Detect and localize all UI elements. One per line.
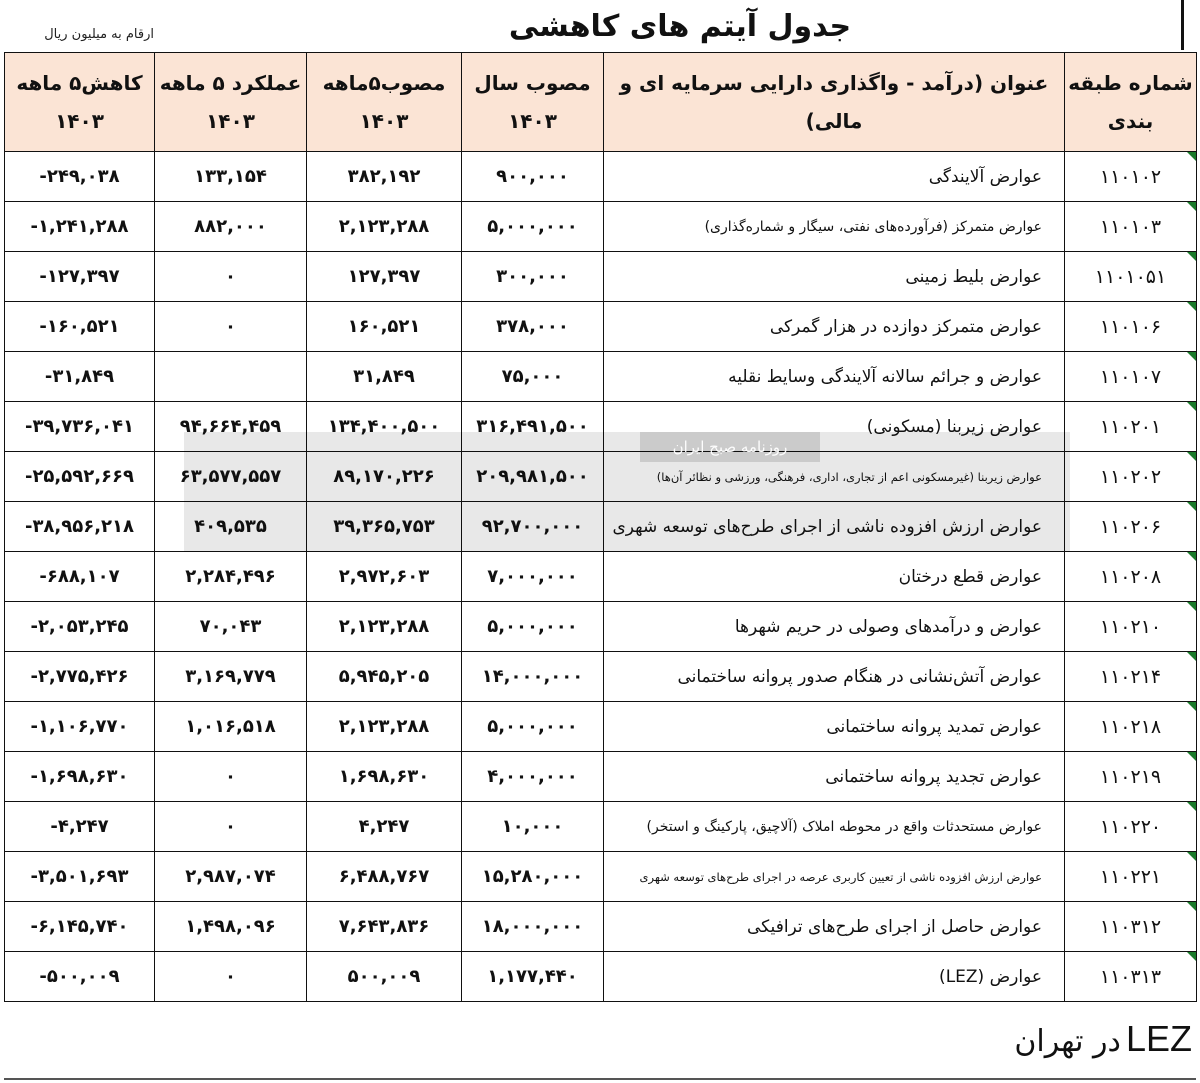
cell-code bbox=[1065, 402, 1197, 452]
cell-title bbox=[604, 552, 1065, 602]
comment-marker-icon bbox=[1187, 452, 1196, 461]
cell-approved-5m bbox=[307, 952, 462, 1002]
cell-approved-5m bbox=[307, 652, 462, 702]
cell-approved-5m bbox=[307, 802, 462, 852]
cell-actual-5m bbox=[155, 552, 307, 602]
cell-approved-5m bbox=[307, 752, 462, 802]
cell-code bbox=[1065, 852, 1197, 902]
cell-code-text: ۱۱۰۲۰۱ bbox=[1099, 415, 1162, 438]
cell-decrease-5m-text: -۶۸۸,۱۰۷ bbox=[39, 566, 120, 587]
cell-decrease-5m bbox=[5, 902, 155, 952]
cell-code bbox=[1065, 452, 1197, 502]
cell-approved-year-text: ۹۲,۷۰۰,۰۰۰ bbox=[481, 516, 584, 537]
header-actual-5m: عملکرد ۵ ماهه ۱۴۰۳ bbox=[155, 53, 307, 152]
cell-title-text: عوارض حاصل از اجرای طرح‌های ترافیکی bbox=[747, 916, 1042, 937]
cell-code-text: ۱۱۰۲۱۸ bbox=[1099, 715, 1162, 738]
cell-approved-year-text: ۹۰۰,۰۰۰ bbox=[496, 166, 569, 187]
cell-decrease-5m-text: -۱,۱۰۶,۷۷۰ bbox=[30, 716, 129, 737]
cell-title-text: عوارض قطع درختان bbox=[898, 566, 1042, 587]
cell-code-text: ۱۱۰۱۰۳ bbox=[1099, 215, 1162, 238]
cell-actual-5m bbox=[155, 602, 307, 652]
cell-title-text: عوارض آلایندگی bbox=[928, 166, 1042, 187]
cell-decrease-5m bbox=[5, 702, 155, 752]
cell-decrease-5m-text: -۲,۰۵۳,۲۴۵ bbox=[30, 616, 129, 637]
table-row bbox=[5, 952, 1197, 1002]
cell-title bbox=[604, 502, 1065, 552]
cell-approved-5m bbox=[307, 902, 462, 952]
table-row bbox=[5, 652, 1197, 702]
cell-title-text: عوارض تمدید پروانه ساختمانی bbox=[826, 716, 1042, 737]
cell-decrease-5m bbox=[5, 402, 155, 452]
cell-actual-5m-text: ۷۰,۰۴۳ bbox=[199, 616, 262, 637]
cell-title bbox=[604, 602, 1065, 652]
cell-approved-year-text: ۳۰۰,۰۰۰ bbox=[496, 266, 569, 287]
footer-divider bbox=[4, 1078, 1196, 1080]
cell-decrease-5m bbox=[5, 602, 155, 652]
footer-caption bbox=[900, 1018, 1192, 1072]
cell-title-text: عوارض و درآمدهای وصولی در حریم شهرها bbox=[734, 616, 1042, 637]
header-code: شماره طبقه بندی bbox=[1065, 53, 1197, 152]
cell-approved-year-text: ۳۱۶,۴۹۱,۵۰۰ bbox=[476, 416, 589, 437]
comment-marker-icon bbox=[1187, 652, 1196, 661]
comment-marker-icon bbox=[1187, 852, 1196, 861]
cell-code-text: ۱۱۰۱۰۶ bbox=[1099, 315, 1162, 338]
table-row bbox=[5, 202, 1197, 252]
cell-decrease-5m-text: -۳۸,۹۵۶,۲۱۸ bbox=[24, 516, 135, 537]
cell-title-text: عوارض زیربنا (غیرمسکونی اعم از تجاری، اداری، فرهنگی، ورزشی و نظائر آن‌ها) bbox=[656, 469, 1042, 484]
cell-approved-year bbox=[462, 202, 604, 252]
comment-marker-icon bbox=[1187, 152, 1196, 161]
cell-code bbox=[1065, 602, 1197, 652]
header-approved-5m: مصوب۵ماهه ۱۴۰۳ bbox=[307, 53, 462, 152]
cell-actual-5m bbox=[155, 152, 307, 202]
cell-approved-5m-text: ۵۰۰,۰۰۹ bbox=[347, 966, 421, 987]
comment-marker-icon bbox=[1187, 752, 1196, 761]
watermark-caption: روزنامه صبح ایران bbox=[640, 432, 820, 462]
cell-approved-year bbox=[462, 152, 604, 202]
cell-actual-5m bbox=[155, 402, 307, 452]
cell-approved-year-text: ۵,۰۰۰,۰۰۰ bbox=[487, 216, 578, 237]
cell-approved-year bbox=[462, 952, 604, 1002]
cell-title-text: عوارض متمرکز دوازده در هزار گمرکی bbox=[769, 316, 1042, 337]
cell-approved-year bbox=[462, 752, 604, 802]
cell-title bbox=[604, 352, 1065, 402]
cell-approved-year bbox=[462, 452, 604, 502]
cell-actual-5m-text: ۲,۲۸۴,۴۹۶ bbox=[185, 566, 276, 587]
cell-code-text: ۱۱۰۳۱۳ bbox=[1099, 965, 1162, 988]
cell-title bbox=[604, 702, 1065, 752]
cell-decrease-5m bbox=[5, 752, 155, 802]
cell-actual-5m-text: ۰ bbox=[225, 316, 236, 337]
cell-code bbox=[1065, 152, 1197, 202]
cell-code-text: ۱۱۰۲۰۸ bbox=[1099, 565, 1162, 588]
cell-decrease-5m bbox=[5, 452, 155, 502]
comment-marker-icon bbox=[1187, 352, 1196, 361]
cell-decrease-5m-text: -۶,۱۴۵,۷۴۰ bbox=[30, 916, 129, 937]
cell-title-text: عوارض مستحدثات واقع در محوطه املاک (آلاچیق، پارکینگ و استخر) bbox=[646, 818, 1042, 835]
cell-code-text: ۱۱۰۲۲۰ bbox=[1099, 815, 1162, 838]
footer-suffix: در تهران bbox=[1014, 1024, 1121, 1059]
cell-title-text: عوارض آتش‌نشانی در هنگام صدور پروانه ساختمانی bbox=[677, 666, 1042, 687]
cell-approved-5m-text: ۱۶۰,۵۲۱ bbox=[347, 316, 421, 337]
cell-actual-5m bbox=[155, 302, 307, 352]
cell-title-text: عوارض و جرائم سالانه آلایندگی وسایط نقلیه bbox=[728, 366, 1042, 387]
cell-code bbox=[1065, 902, 1197, 952]
header-title: عنوان (درآمد - واگذاری دارایی سرمایه ای و مالی) bbox=[604, 53, 1065, 152]
table-row bbox=[5, 452, 1197, 502]
cell-actual-5m bbox=[155, 902, 307, 952]
cell-actual-5m-text: ۰ bbox=[225, 766, 236, 787]
cell-code bbox=[1065, 252, 1197, 302]
table-row bbox=[5, 752, 1197, 802]
table-row bbox=[5, 252, 1197, 302]
cell-code-text: ۱۱۰۱۰۵۱ bbox=[1094, 265, 1167, 288]
cell-actual-5m bbox=[155, 352, 307, 402]
cell-approved-5m-text: ۳۱,۸۴۹ bbox=[353, 366, 415, 387]
cell-code-text: ۱۱۰۲۰۲ bbox=[1099, 465, 1162, 488]
comment-marker-icon bbox=[1187, 302, 1196, 311]
cell-actual-5m-text: ۱۳۳,۱۵۴ bbox=[194, 166, 267, 187]
cell-code-text: ۱۱۰۳۱۲ bbox=[1099, 915, 1162, 938]
cell-title bbox=[604, 152, 1065, 202]
cell-approved-5m-text: ۳۹,۳۶۵,۷۵۳ bbox=[333, 516, 435, 537]
cell-approved-5m bbox=[307, 202, 462, 252]
cell-code bbox=[1065, 202, 1197, 252]
cell-approved-year-text: ۱۴,۰۰۰,۰۰۰ bbox=[481, 666, 584, 687]
cell-approved-year bbox=[462, 252, 604, 302]
cell-approved-5m-text: ۱۲۷,۳۹۷ bbox=[347, 266, 421, 287]
cell-title bbox=[604, 302, 1065, 352]
cell-code bbox=[1065, 952, 1197, 1002]
cell-approved-year-text: ۱۰,۰۰۰ bbox=[501, 816, 564, 837]
comment-marker-icon bbox=[1187, 702, 1196, 711]
header-decrease-5m: کاهش۵ ماهه ۱۴۰۳ bbox=[5, 53, 155, 152]
cell-actual-5m bbox=[155, 752, 307, 802]
comment-marker-icon bbox=[1187, 952, 1196, 961]
table-row bbox=[5, 152, 1197, 202]
cell-approved-year bbox=[462, 902, 604, 952]
comment-marker-icon bbox=[1187, 502, 1196, 511]
cell-decrease-5m-text: -۳۹,۷۳۶,۰۴۱ bbox=[24, 416, 135, 437]
cell-actual-5m-text: ۹۴,۶۶۴,۴۵۹ bbox=[179, 416, 282, 437]
cell-approved-5m bbox=[307, 702, 462, 752]
cell-approved-year-text: ۴,۰۰۰,۰۰۰ bbox=[487, 766, 578, 787]
cell-approved-5m-text: ۳۸۲,۱۹۲ bbox=[347, 166, 421, 187]
cell-title-text: عوارض متمرکز (فرآورده‌های نفتی، سیگار و شماره‌گذاری) bbox=[704, 218, 1042, 235]
cell-decrease-5m bbox=[5, 952, 155, 1002]
cell-code-text: ۱۱۰۲۲۱ bbox=[1099, 865, 1162, 888]
cell-title bbox=[604, 852, 1065, 902]
table-row bbox=[5, 602, 1197, 652]
cell-code bbox=[1065, 502, 1197, 552]
cell-code-text: ۱۱۰۱۰۷ bbox=[1099, 365, 1162, 388]
cell-title bbox=[604, 752, 1065, 802]
cell-approved-year bbox=[462, 652, 604, 702]
cell-title bbox=[604, 952, 1065, 1002]
cell-decrease-5m-text: -۱۶۰,۵۲۱ bbox=[39, 316, 120, 337]
cell-decrease-5m bbox=[5, 252, 155, 302]
cell-decrease-5m-text: -۴,۲۴۷ bbox=[50, 816, 109, 837]
cell-actual-5m-text: ۱,۴۹۸,۰۹۶ bbox=[185, 916, 276, 937]
cell-code-text: ۱۱۰۲۱۴ bbox=[1099, 665, 1162, 688]
table-row bbox=[5, 302, 1197, 352]
cell-actual-5m-text: ۶۳,۵۷۷,۵۵۷ bbox=[179, 466, 282, 487]
right-edge-mark bbox=[1181, 0, 1198, 50]
cell-approved-year bbox=[462, 702, 604, 752]
cell-approved-5m bbox=[307, 252, 462, 302]
cell-approved-year-text: ۷,۰۰۰,۰۰۰ bbox=[487, 566, 578, 587]
cell-approved-5m bbox=[307, 602, 462, 652]
cell-approved-year bbox=[462, 552, 604, 602]
cell-approved-5m-text: ۲,۱۲۳,۲۸۸ bbox=[338, 616, 430, 637]
page-title: جدول آیتم های کاهشی bbox=[508, 9, 852, 44]
cell-title-text: عوارض ارزش افزوده ناشی از تعیین کاربری عرصه در اجرای طرح‌های توسعه شهری bbox=[639, 869, 1042, 884]
cell-decrease-5m-text: -۳,۵۰۱,۶۹۳ bbox=[30, 866, 129, 887]
cell-approved-5m-text: ۵,۹۴۵,۲۰۵ bbox=[338, 666, 430, 687]
cell-actual-5m-text: ۱,۰۱۶,۵۱۸ bbox=[185, 716, 276, 737]
cell-decrease-5m-text: -۱۲۷,۳۹۷ bbox=[39, 266, 120, 287]
cell-actual-5m bbox=[155, 852, 307, 902]
cell-actual-5m-text: ۳,۱۶۹,۷۷۹ bbox=[185, 666, 276, 687]
cell-title-text: عوارض تجدید پروانه ساختمانی bbox=[825, 766, 1042, 787]
cell-title-text: عوارض زیربنا (مسکونی) bbox=[866, 416, 1042, 437]
cell-code bbox=[1065, 302, 1197, 352]
cell-approved-5m-text: ۷,۶۴۳,۸۳۶ bbox=[338, 916, 430, 937]
cell-approved-5m bbox=[307, 552, 462, 602]
cell-code bbox=[1065, 702, 1197, 752]
cell-decrease-5m bbox=[5, 202, 155, 252]
cell-title bbox=[604, 652, 1065, 702]
cell-actual-5m bbox=[155, 202, 307, 252]
cell-title bbox=[604, 902, 1065, 952]
cell-code bbox=[1065, 802, 1197, 852]
cell-title bbox=[604, 802, 1065, 852]
cell-approved-5m-text: ۱,۶۹۸,۶۳۰ bbox=[338, 766, 430, 787]
cell-approved-year bbox=[462, 802, 604, 852]
cell-code bbox=[1065, 352, 1197, 402]
header-row bbox=[5, 53, 1197, 152]
cell-actual-5m-text: ۰ bbox=[225, 266, 236, 287]
cell-approved-5m bbox=[307, 152, 462, 202]
header-approved-year: مصوب سال ۱۴۰۳ bbox=[462, 53, 604, 152]
cell-decrease-5m-text: -۲۵,۵۹۲,۶۶۹ bbox=[24, 466, 135, 487]
cell-approved-year bbox=[462, 852, 604, 902]
cell-decrease-5m-text: -۱,۶۹۸,۶۳۰ bbox=[30, 766, 129, 787]
unit-note: ارقام به میلیون ریال bbox=[44, 27, 154, 42]
cell-approved-5m-text: ۶,۴۸۸,۷۶۷ bbox=[338, 866, 430, 887]
cell-code bbox=[1065, 652, 1197, 702]
cell-decrease-5m bbox=[5, 502, 155, 552]
cell-approved-5m bbox=[307, 402, 462, 452]
cell-code-text: ۱۱۰۲۱۹ bbox=[1099, 765, 1162, 788]
cell-approved-5m-text: ۱۳۴,۴۰۰,۵۰۰ bbox=[327, 416, 441, 437]
comment-marker-icon bbox=[1187, 902, 1196, 911]
cell-code bbox=[1065, 552, 1197, 602]
table-row bbox=[5, 902, 1197, 952]
comment-marker-icon bbox=[1187, 202, 1196, 211]
cell-approved-year bbox=[462, 602, 604, 652]
cell-approved-5m bbox=[307, 302, 462, 352]
cell-decrease-5m-text: -۲,۷۷۵,۴۲۶ bbox=[30, 666, 129, 687]
comment-marker-icon bbox=[1187, 802, 1196, 811]
cell-decrease-5m-text: -۳۱,۸۴۹ bbox=[44, 366, 115, 387]
cell-approved-5m-text: ۲,۱۲۳,۲۸۸ bbox=[338, 216, 430, 237]
cell-actual-5m bbox=[155, 802, 307, 852]
cell-decrease-5m bbox=[5, 802, 155, 852]
cell-title bbox=[604, 252, 1065, 302]
cell-title-text: عوارض ارزش افزوده ناشی از اجرای طرح‌های توسعه شهری bbox=[612, 516, 1042, 537]
table-row bbox=[5, 402, 1197, 452]
cell-code-text: ۱۱۰۲۱۰ bbox=[1099, 615, 1162, 638]
cell-decrease-5m bbox=[5, 552, 155, 602]
cell-approved-year-text: ۱۵,۲۸۰,۰۰۰ bbox=[481, 866, 584, 887]
cell-code-text: ۱۱۰۲۰۶ bbox=[1099, 515, 1162, 538]
comment-marker-icon bbox=[1187, 552, 1196, 561]
comment-marker-icon bbox=[1187, 252, 1196, 261]
cell-approved-5m bbox=[307, 852, 462, 902]
table-row bbox=[5, 352, 1197, 402]
cell-approved-year-text: ۷۵,۰۰۰ bbox=[501, 366, 564, 387]
cell-decrease-5m-text: -۱,۲۴۱,۲۸۸ bbox=[30, 216, 129, 237]
table-row bbox=[5, 502, 1197, 552]
cell-actual-5m bbox=[155, 702, 307, 752]
comment-marker-icon bbox=[1187, 402, 1196, 411]
cell-approved-5m bbox=[307, 352, 462, 402]
cell-approved-year bbox=[462, 402, 604, 452]
cell-approved-year bbox=[462, 502, 604, 552]
cell-actual-5m-text: ۴۰۹,۵۳۵ bbox=[194, 516, 267, 537]
cell-title-text: عوارض بلیط زمینی bbox=[905, 266, 1042, 287]
cell-title-text: عوارض (LEZ) bbox=[939, 966, 1042, 987]
cell-approved-5m-text: ۲,۱۲۳,۲۸۸ bbox=[338, 716, 430, 737]
cell-approved-year-text: ۵,۰۰۰,۰۰۰ bbox=[487, 716, 578, 737]
cell-decrease-5m bbox=[5, 152, 155, 202]
cell-approved-5m-text: ۸۹,۱۷۰,۲۲۶ bbox=[333, 466, 435, 487]
cell-decrease-5m bbox=[5, 302, 155, 352]
cell-decrease-5m bbox=[5, 352, 155, 402]
cell-actual-5m-text: ۸۸۲,۰۰۰ bbox=[194, 216, 267, 237]
cell-approved-5m bbox=[307, 502, 462, 552]
cell-actual-5m bbox=[155, 952, 307, 1002]
table-row bbox=[5, 802, 1197, 852]
cell-approved-year-text: ۲۰۹,۹۸۱,۵۰۰ bbox=[476, 466, 589, 487]
cell-approved-5m-text: ۴,۲۴۷ bbox=[358, 816, 410, 837]
cell-approved-year bbox=[462, 352, 604, 402]
cell-title bbox=[604, 202, 1065, 252]
cell-actual-5m-text: ۰ bbox=[225, 816, 236, 837]
cell-approved-year-text: ۱۸,۰۰۰,۰۰۰ bbox=[481, 916, 584, 937]
table-row bbox=[5, 552, 1197, 602]
cell-actual-5m bbox=[155, 502, 307, 552]
cell-decrease-5m bbox=[5, 852, 155, 902]
cell-actual-5m-text: ۲,۹۸۷,۰۷۴ bbox=[185, 866, 276, 887]
cell-approved-5m bbox=[307, 452, 462, 502]
cell-approved-year-text: ۳۷۸,۰۰۰ bbox=[496, 316, 569, 337]
cell-approved-year bbox=[462, 302, 604, 352]
cell-code-text: ۱۱۰۱۰۲ bbox=[1099, 165, 1162, 188]
reduction-items-table bbox=[4, 52, 1197, 1002]
cell-actual-5m bbox=[155, 452, 307, 502]
table-row bbox=[5, 852, 1197, 902]
cell-code bbox=[1065, 752, 1197, 802]
cell-decrease-5m bbox=[5, 652, 155, 702]
comment-marker-icon bbox=[1187, 602, 1196, 611]
footer-lez: LEZ bbox=[1125, 1018, 1192, 1059]
cell-approved-5m-text: ۲,۹۷۲,۶۰۳ bbox=[338, 566, 430, 587]
cell-decrease-5m-text: -۵۰۰,۰۰۹ bbox=[39, 966, 120, 987]
cell-approved-year-text: ۱,۱۷۷,۴۴۰ bbox=[487, 966, 578, 987]
cell-actual-5m bbox=[155, 252, 307, 302]
cell-actual-5m-text: ۰ bbox=[225, 966, 236, 987]
cell-approved-year-text: ۵,۰۰۰,۰۰۰ bbox=[487, 616, 578, 637]
cell-actual-5m bbox=[155, 652, 307, 702]
table-row bbox=[5, 702, 1197, 752]
cell-decrease-5m-text: -۲۴۹,۰۳۸ bbox=[39, 166, 120, 187]
